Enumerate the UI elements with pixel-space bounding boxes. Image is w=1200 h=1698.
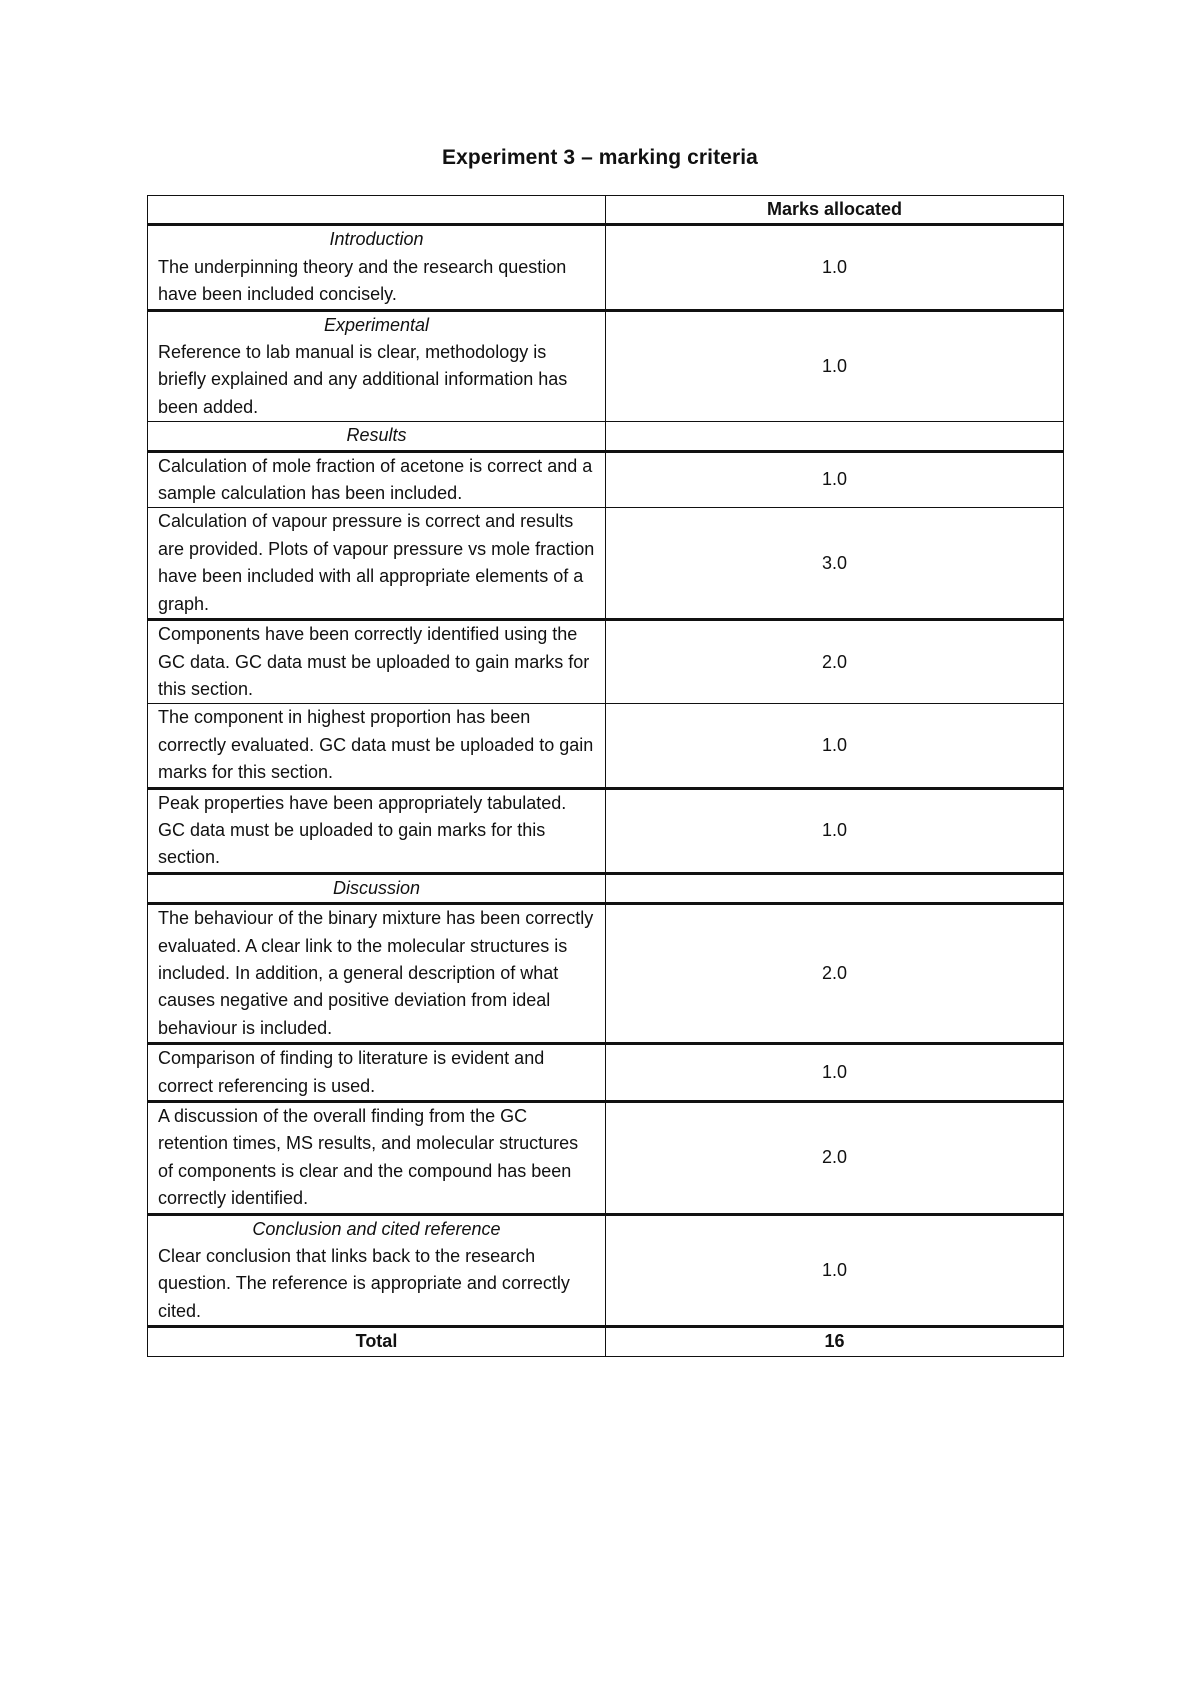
criteria-cell [148, 904, 606, 1044]
criteria-cell [148, 451, 606, 508]
marks-header-cell: Marks allocated [606, 196, 1064, 225]
criteria-text: Calculation of mole fraction of acetone is correct and a sample calculation has been included. [158, 455, 593, 504]
marks-cell: 3.0 [606, 508, 1064, 620]
criteria-text: The underpinning theory and the research question have been included concisely. [158, 256, 567, 305]
marks-cell [606, 873, 1064, 903]
table-row [148, 1102, 1064, 1215]
criteria-cell [148, 422, 606, 451]
criteria-cell [148, 873, 606, 903]
table-row [148, 1044, 1064, 1102]
marks-cell: 1.0 [606, 310, 1064, 422]
criteria-text: The behaviour of the binary mixture has been correctly evaluated. A clear link to the molecular structures is included. In addition, a general description of what causes negative and positive deviation from ideal behaviour is included. [158, 908, 594, 1038]
section-heading: Discussion [332, 877, 421, 898]
section-heading: Conclusion and cited reference [252, 1218, 501, 1239]
total-label: Total [148, 1327, 606, 1356]
criteria-cell [148, 1102, 606, 1215]
marks-cell: 2.0 [606, 1102, 1064, 1215]
criteria-cell [148, 788, 606, 873]
criteria-cell [148, 1214, 606, 1327]
page-title: Experiment 3 – marking criteria [442, 146, 758, 169]
criteria-cell [148, 704, 606, 788]
marks-cell: 1.0 [606, 1044, 1064, 1102]
marks-cell: 1.0 [606, 704, 1064, 788]
marks-cell: 1.0 [606, 1214, 1064, 1327]
criteria-text: Components have been correctly identified using the GC data. GC data must be uploaded to gain marks for this section. [158, 624, 590, 699]
criteria-cell [148, 310, 606, 422]
total-value: 16 [606, 1327, 1064, 1356]
criteria-cell [148, 1044, 606, 1102]
table-header-row [148, 196, 1064, 225]
criteria-text: Clear conclusion that links back to the research question. The reference is appropriate and correctly cited. [158, 1246, 570, 1321]
marks-cell: 1.0 [606, 788, 1064, 873]
marks-cell: 2.0 [606, 620, 1064, 704]
table-row [148, 620, 1064, 704]
table-row [148, 704, 1064, 788]
section-row [148, 873, 1064, 903]
criteria-text: A discussion of the overall finding from the GC retention times, MS results, and molecular structures of components is clear and the compound has been correctly identified. [158, 1106, 579, 1209]
table-row [148, 310, 1064, 422]
marks-cell: 1.0 [606, 451, 1064, 508]
section-row [148, 422, 1064, 451]
criteria-header-cell [148, 196, 606, 225]
marks-cell: 1.0 [606, 225, 1064, 310]
marking-criteria-table [147, 195, 1064, 1357]
table-row [148, 904, 1064, 1044]
section-heading: Results [346, 425, 407, 446]
criteria-text: Comparison of finding to literature is evident and correct referencing is used. [158, 1048, 545, 1096]
table-row [148, 788, 1064, 873]
section-heading: Experimental [323, 314, 430, 335]
criteria-cell [148, 225, 606, 310]
criteria-cell [148, 620, 606, 704]
criteria-cell [148, 508, 606, 620]
marks-cell [606, 422, 1064, 451]
criteria-text: The component in highest proportion has been correctly evaluated. GC data must be uploaded to gain marks for this section. [158, 707, 594, 783]
table-row [148, 225, 1064, 310]
table-row [148, 451, 1064, 508]
section-heading: Introduction [329, 229, 424, 250]
criteria-text: Reference to lab manual is clear, methodology is briefly explained and any additional information has been added. [158, 342, 568, 417]
marks-cell: 2.0 [606, 904, 1064, 1044]
table-row [148, 1214, 1064, 1327]
criteria-text: Calculation of vapour pressure is correct and results are provided. Plots of vapour pressure vs mole fraction have been included with all appropriate elements of a graph. [158, 511, 595, 614]
table-row [148, 508, 1064, 620]
criteria-text: Peak properties have been appropriately tabulated. GC data must be uploaded to gain marks for this section. [158, 792, 567, 868]
total-row [148, 1327, 1064, 1356]
